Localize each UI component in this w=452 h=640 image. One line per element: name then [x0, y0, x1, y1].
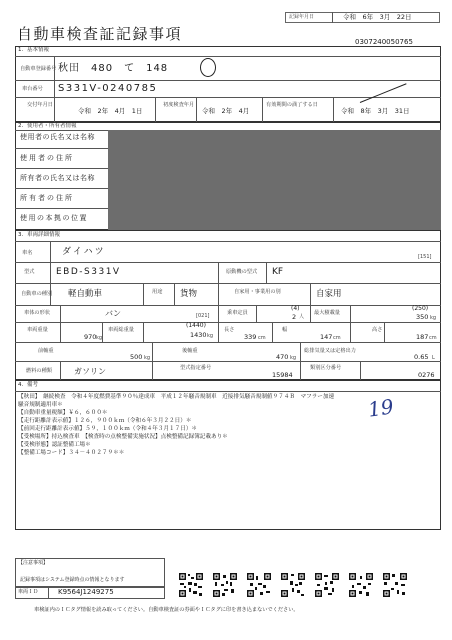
issue-date: 令和 2年 4月 1日 [78, 107, 143, 115]
front-axle: 500 [130, 353, 143, 361]
divider [143, 283, 144, 305]
type-designation-label: 型式指定番号 [180, 365, 212, 371]
length-unit: cm [258, 335, 266, 341]
divider [310, 283, 311, 305]
gross-top: (1440) [186, 322, 206, 329]
engine-label: 原動機の型式 [226, 269, 258, 275]
front-axle-label: 前軸重 [38, 348, 54, 354]
divider [218, 322, 219, 342]
kind-label: 自動車の種別 [21, 291, 53, 297]
gross-unit: kg [207, 333, 214, 339]
divider [60, 361, 61, 380]
record-date-divider [332, 12, 333, 23]
user-name-label: 使用者の氏名又は名称 [20, 133, 95, 141]
first-reg-label: 初度検査年月 [163, 102, 195, 108]
rear-axle-unit: kg [290, 355, 297, 361]
kind: 軽自動車 [68, 289, 103, 299]
divider [60, 322, 61, 342]
height: 187 [416, 333, 429, 341]
divider [15, 188, 109, 189]
remarks-heading: 4．備考 [18, 382, 38, 388]
weight-unit: kg [96, 335, 103, 341]
max-load-top: (250) [412, 305, 429, 312]
maker-code: [151] [418, 254, 432, 260]
divider [54, 56, 55, 122]
rear-axle: 470 [276, 353, 289, 361]
displacement-label: 総排気量又は定格出力 [304, 348, 356, 354]
displacement-unit: L [432, 355, 435, 361]
fuel-label: 燃料の種類 [26, 368, 52, 374]
handwritten-circle [200, 58, 216, 77]
use-label: 用途 [152, 289, 163, 295]
max-load-label: 最大積載量 [314, 310, 340, 316]
fuel: ガソリン [74, 367, 106, 376]
displacement: 0.65 [414, 353, 429, 361]
category-label: 類別区分番号 [310, 365, 342, 371]
owner-address-label: 所有者の住所 [20, 194, 74, 202]
divider [15, 322, 441, 323]
divider [15, 391, 441, 392]
divider [218, 283, 219, 305]
qr-code [382, 572, 408, 598]
document-number: 0307240050765 [355, 38, 413, 46]
remarks-line: 【前回走行距離計表示値】５９，１００ｋｍ（令和４年３月１７日）＊ [18, 426, 198, 432]
use: 貨物 [180, 289, 198, 299]
user-info-heading: 2．使用者・所有者情報 [18, 123, 77, 129]
vehicle-info-heading: 3．車両詳細情報 [18, 232, 60, 238]
divider [300, 342, 301, 361]
divider [218, 262, 219, 283]
body-code: [021] [196, 313, 210, 319]
divider [218, 305, 219, 322]
bottom-note: 車検証内のＩＣタグ情報を読み取ってください。自動車検査証の券面やＩＣタグに印を書き込まないでください。 [34, 607, 299, 613]
weight-label: 車両重量 [27, 327, 48, 333]
divider [15, 283, 441, 284]
basic-info-heading: 1．基本情報 [18, 47, 49, 53]
height-unit: cm [429, 335, 437, 341]
model-label: 型式 [24, 269, 35, 275]
vin: S331V-0240785 [58, 83, 158, 94]
capacity: 2 [292, 313, 297, 321]
qr-code [212, 572, 238, 598]
divider [15, 97, 441, 98]
body: バン [105, 309, 121, 318]
qr-code [280, 572, 306, 598]
qr-code [314, 572, 340, 598]
divider [155, 97, 156, 122]
qr-code [178, 572, 204, 598]
divider [350, 322, 351, 342]
remarks-line: 【秋田】 継続検査 令和４年度燃費基準９０％達成車 平成１２年騒音規制車 近接排気騒音規制値９７４Ｂ マフラー加速 [18, 394, 335, 400]
rear-axle-label: 後軸重 [182, 348, 198, 354]
weight: 970 [84, 333, 97, 341]
issue-date-label: 交付年月日 [27, 102, 53, 108]
divider [256, 305, 257, 322]
divider [152, 361, 153, 380]
vin-label: 車台番号 [22, 86, 43, 92]
model: EBD-S331V [56, 267, 121, 277]
divider [15, 208, 109, 209]
base-location-label: 使用の本拠の位置 [20, 214, 88, 222]
divider [262, 97, 263, 122]
width-label: 幅 [282, 327, 288, 333]
body-label: 車体の形状 [24, 310, 50, 316]
registration-number: 秋田 480 て 148 [58, 63, 169, 74]
category: 0276 [418, 371, 435, 379]
remarks-line: 【整備工場コード】３４－４０２７９＊＊ [18, 450, 125, 456]
record-date-label: 記録年月日 [289, 14, 315, 20]
divider [15, 148, 109, 149]
gross: 1430 [190, 331, 207, 339]
divider [384, 322, 385, 342]
remarks-line: 騒音規制適用車＊ [18, 402, 63, 408]
divider [15, 80, 441, 81]
divider [60, 305, 61, 322]
divider [266, 262, 267, 283]
expiry-label: 有効期間の満了する日 [266, 102, 318, 108]
max-load-unit: kg [430, 315, 437, 321]
record-date-value: 令和 6年 3月 22日 [343, 13, 412, 21]
caution-label: 【注意事項】 [18, 560, 49, 566]
divider [360, 361, 361, 380]
divider [143, 322, 144, 342]
maker-label: 車名 [22, 250, 33, 256]
engine: KF [272, 267, 284, 277]
remarks-line: 【受検形態】認証整備工場＊ [18, 442, 91, 448]
height-label: 高さ [372, 327, 383, 333]
ic-id-label: 車両ＩＤ [18, 589, 39, 595]
type-designation: 15984 [272, 371, 293, 379]
capacity-unit: 人 [299, 314, 305, 320]
length: 339 [244, 333, 257, 341]
capacity-top: (4) [291, 305, 300, 312]
divider [15, 241, 441, 242]
divider [15, 305, 441, 306]
divider [15, 342, 441, 343]
ic-id-value: K9564J1249275 [58, 588, 114, 596]
maker: ダイハツ [62, 247, 106, 257]
qr-code [246, 572, 272, 598]
divider [15, 262, 441, 263]
divider [272, 322, 273, 342]
redacted-area [108, 130, 441, 230]
user-address-label: 使用者の住所 [20, 154, 74, 162]
first-reg: 令和 2年 4月 [202, 107, 250, 115]
capacity-label: 乗車定員 [227, 310, 248, 316]
max-load: 350 [416, 313, 429, 321]
divider [196, 97, 197, 122]
divider [300, 361, 301, 380]
purpose: 自家用 [316, 289, 342, 299]
front-axle-unit: kg [144, 355, 151, 361]
divider [102, 322, 103, 342]
divider [15, 361, 441, 362]
divider [350, 305, 351, 322]
gross-label: 車両総重量 [108, 327, 134, 333]
divider [15, 56, 441, 57]
handwritten-number: 19 [366, 394, 395, 422]
qr-code [348, 572, 374, 598]
caution-line: 記録事項はシステム登録時点の情報となります [20, 577, 125, 583]
width: 147 [320, 333, 333, 341]
remarks-line: 【自動車重量税額】￥６，６００＊ [18, 410, 108, 416]
remarks-line: 【受検場所】持込検査車 【検査時の点検整備実施状況】点検整備記録簿記載あり＊ [18, 434, 228, 440]
registration-label: 自動車登録番号 [20, 66, 57, 72]
purpose-label: 自家用・事業用の別 [234, 289, 281, 295]
expiry: 令和 8年 3月 31日 [341, 107, 410, 115]
divider [152, 342, 153, 361]
owner-name-label: 所有者の氏名又は名称 [20, 174, 95, 182]
divider [310, 305, 311, 322]
page-title: 自動車検査証記録事項 [17, 25, 183, 43]
width-unit: cm [333, 335, 341, 341]
divider [15, 168, 109, 169]
divider [333, 97, 334, 122]
remarks-line: 【走行距離計表示値】１２６，９００ｋｍ（令和６年３月２２日）＊ [18, 418, 192, 424]
length-label: 長さ [224, 327, 235, 333]
divider [48, 587, 49, 599]
divider [174, 283, 175, 305]
